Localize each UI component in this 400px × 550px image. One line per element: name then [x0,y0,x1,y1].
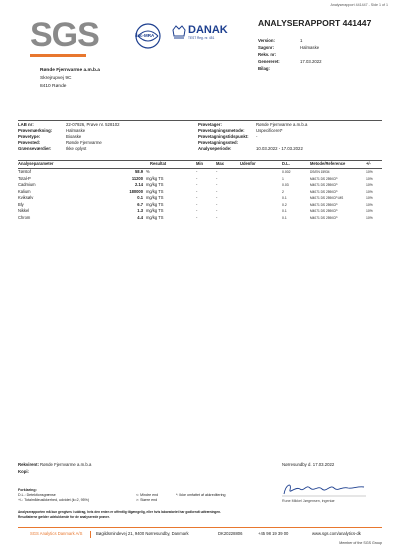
crown-icon [172,24,186,40]
divider [18,120,382,121]
table-row: Bly 6.7 mg/kg TS - - 0.2 M4071 DS 259/ICP 10% [18,201,373,207]
place-date: Nørresundby d. 17.03.2022 [282,462,335,467]
company-phone: +45 98 19 39 00 [258,531,289,536]
table-row: Total-P 11200 mg/kg TS - - 1 M4071 DS 259/ICP 10% [18,175,373,181]
table-row: Chrom 4.4 mg/kg TS - - 0.1 M4071 DS 259/ICP 10% [18,214,373,220]
company-web: www.sgs.com/analytics-dk [312,531,361,536]
sample-info-left: LAB nr: 22-07926, Prøve nr. 528102 Prøvemærkning: Halmaske Prøvetype: Bioaske Prøvested: Rønde Fjernvarme Grænseværdier: Ikke oplyst [18,122,120,151]
ilac-mra-logo: ilac-MRA [134,23,162,49]
address-city: 8410 Rønde [40,84,67,89]
disclaimer: Analyserapporten må kun gengives i uddrag, hvis den enten er offentlig tilgængelig, eller hvis laboratoriet har godkendt udtræningen. Resultaterne gælder udelukkende for de analyserede prøver. [18,510,221,519]
danak-logo: DANAK TEST Reg. nr. 451 [172,24,232,54]
table-row: Kalium 180000 mg/kg TS - - 2 M4071 DS 259/ICP 10% [18,188,373,194]
sample-info-right: Prøvetager: Rønde Fjernvarme a.m.b.a Prøvetagningsmetode: Uspecificeret* Prøvetagningstidspunkt: - Prøvetagningssted: Analyseperiode: 10.03.2022 - 17.03.2022 [198,122,308,151]
company-name: SGS Analytics Danmark A/S [30,531,83,536]
recipient-block: Rekvirent: Rønde Fjernvarme a.m.b.a Kopi: [18,462,92,474]
results-header: Analyseparameter Resultat Min Max Udenfor D.L. Metode/Reference +/- [18,161,371,166]
table-row: Nikkel 1.3 mg/kg TS - - 0.1 M4071 DS 259/ICP 10% [18,208,373,213]
address-street: Skrejrupvej 9C [40,76,72,81]
report-title: ANALYSERAPPORT 441447 [258,18,372,28]
address-name: Rønde Fjernvarme a.m.b.a [40,68,100,73]
signature [278,480,368,500]
company-cvr: DK20228806 [218,531,243,536]
member-note: Member of the SGS Group [339,541,382,545]
recipient-address [40,67,100,91]
page-reference: Analyserapport 441447 - Side 1 of 1 [330,3,388,7]
notes-block: Forklaring: D.L.: Detektionsgrænse +/-: Totalmåleusikkerhed, udvidet (k=2, 95%) <: Mindre end >: Større end *: Ikke omfattet af akkreditering [18,488,226,502]
company-address: Bøgildsmindevej 21, 9400 Nørresundby, Danmark [96,531,189,536]
table-row: Cadmium 2.14 mg/kg TS - - 0.03 M4071 DS 259/ICP 10% [18,182,373,187]
signer-name: Rune Mikkel Jørgensen, ingeniør [282,499,335,503]
table-row: Kviksølv 0.1 mg/kg TS - - 0.1 M4071 DS 259/ICP-MS 10% [18,195,373,200]
report-meta: Version: 1 Sagsnr: Halmaske Rekv. nr: Genereret: 17.03.2022 Bilag: [258,38,322,71]
table-row: Tørstof 58.9 % - - 0.002 DS/EN 15934 10% [18,169,373,174]
company-footer [30,530,382,538]
sgs-logo: SGS [30,18,88,60]
